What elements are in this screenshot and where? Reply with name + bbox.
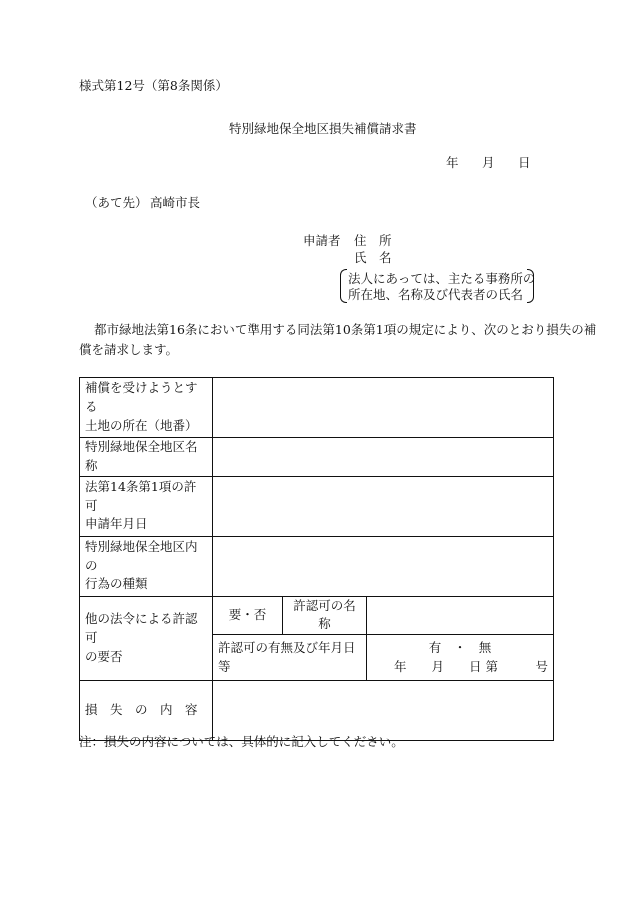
land-location-field[interactable] <box>213 378 554 438</box>
footnote: 注：損失の内容については、具体的に記入してください。 <box>79 734 404 749</box>
permit-need-field[interactable]: 要・否 <box>213 596 283 635</box>
applicant-name-label: 氏 名 <box>354 250 392 265</box>
activity-type-label-line1: 特別緑地保全地区内の <box>85 538 198 573</box>
corporate-note-line1: 法人にあっては、主たる事務所の <box>348 271 536 286</box>
other-permit-label-line2: の要否 <box>85 648 123 664</box>
activity-type-label <box>80 536 213 596</box>
body-text-line1: 都市緑地法第16条において準用する同法第10条第1項の規定により、次のとおり損失の補 <box>94 322 597 337</box>
land-location-label-line1: 補償を受けようとする <box>85 380 198 415</box>
date-day-label: 日 <box>518 155 531 170</box>
permit-status-field[interactable] <box>367 635 554 681</box>
form-title: 特別緑地保全地区損失補償請求書 <box>229 121 417 136</box>
permit-yes-no[interactable]: 有 ・ 無 <box>428 639 492 655</box>
applicant-address-label: 住 所 <box>354 233 392 248</box>
left-bracket <box>340 269 347 303</box>
permit-date-field[interactable] <box>213 476 554 536</box>
other-permit-label <box>80 596 213 681</box>
applicant-role-label: 申請者 <box>303 233 341 248</box>
form-number: 様式第12号（第8条関係） <box>79 78 228 93</box>
table-row <box>80 596 554 635</box>
table-row <box>80 476 554 536</box>
body-text-line2: 償を請求します。 <box>79 342 179 357</box>
date-month-label: 月 <box>482 155 495 170</box>
activity-type-label-line2: 行為の種類 <box>85 576 148 592</box>
permit-date-label-line1: 法第14条第1項の許可 <box>85 478 197 513</box>
table-row <box>80 536 554 596</box>
permit-date-number: 年 月 日 第 号 <box>394 658 549 674</box>
addressee-prefix: （あて先） <box>85 195 148 210</box>
addressee-name: 高崎市長 <box>150 195 201 210</box>
corporate-note-line2: 所在地、名称及び代表者の氏名 <box>348 287 524 302</box>
permit-date-label <box>80 476 213 536</box>
land-location-label-line2: 土地の所在（地番） <box>85 417 198 433</box>
loss-details-field[interactable] <box>213 681 554 741</box>
permit-name-field[interactable] <box>367 596 554 635</box>
permit-name-label: 許認可の名称 <box>283 596 367 635</box>
permit-status-label: 許認可の有無及び年月日等 <box>213 635 367 681</box>
land-location-label <box>80 378 213 438</box>
loss-details-label: 損 失 の 内 容 <box>80 681 213 741</box>
activity-type-field[interactable] <box>213 536 554 596</box>
district-name-field[interactable] <box>213 438 554 477</box>
other-permit-label-line1: 他の法令による許認可 <box>85 611 198 645</box>
permit-date-label-line2: 申請年月日 <box>85 516 148 532</box>
date-year-label: 年 <box>446 155 459 170</box>
table-row <box>80 438 554 477</box>
table-row <box>80 378 554 438</box>
table-row <box>80 681 554 741</box>
claim-form-table <box>79 377 554 741</box>
district-name-label: 特別緑地保全地区名称 <box>80 438 213 477</box>
